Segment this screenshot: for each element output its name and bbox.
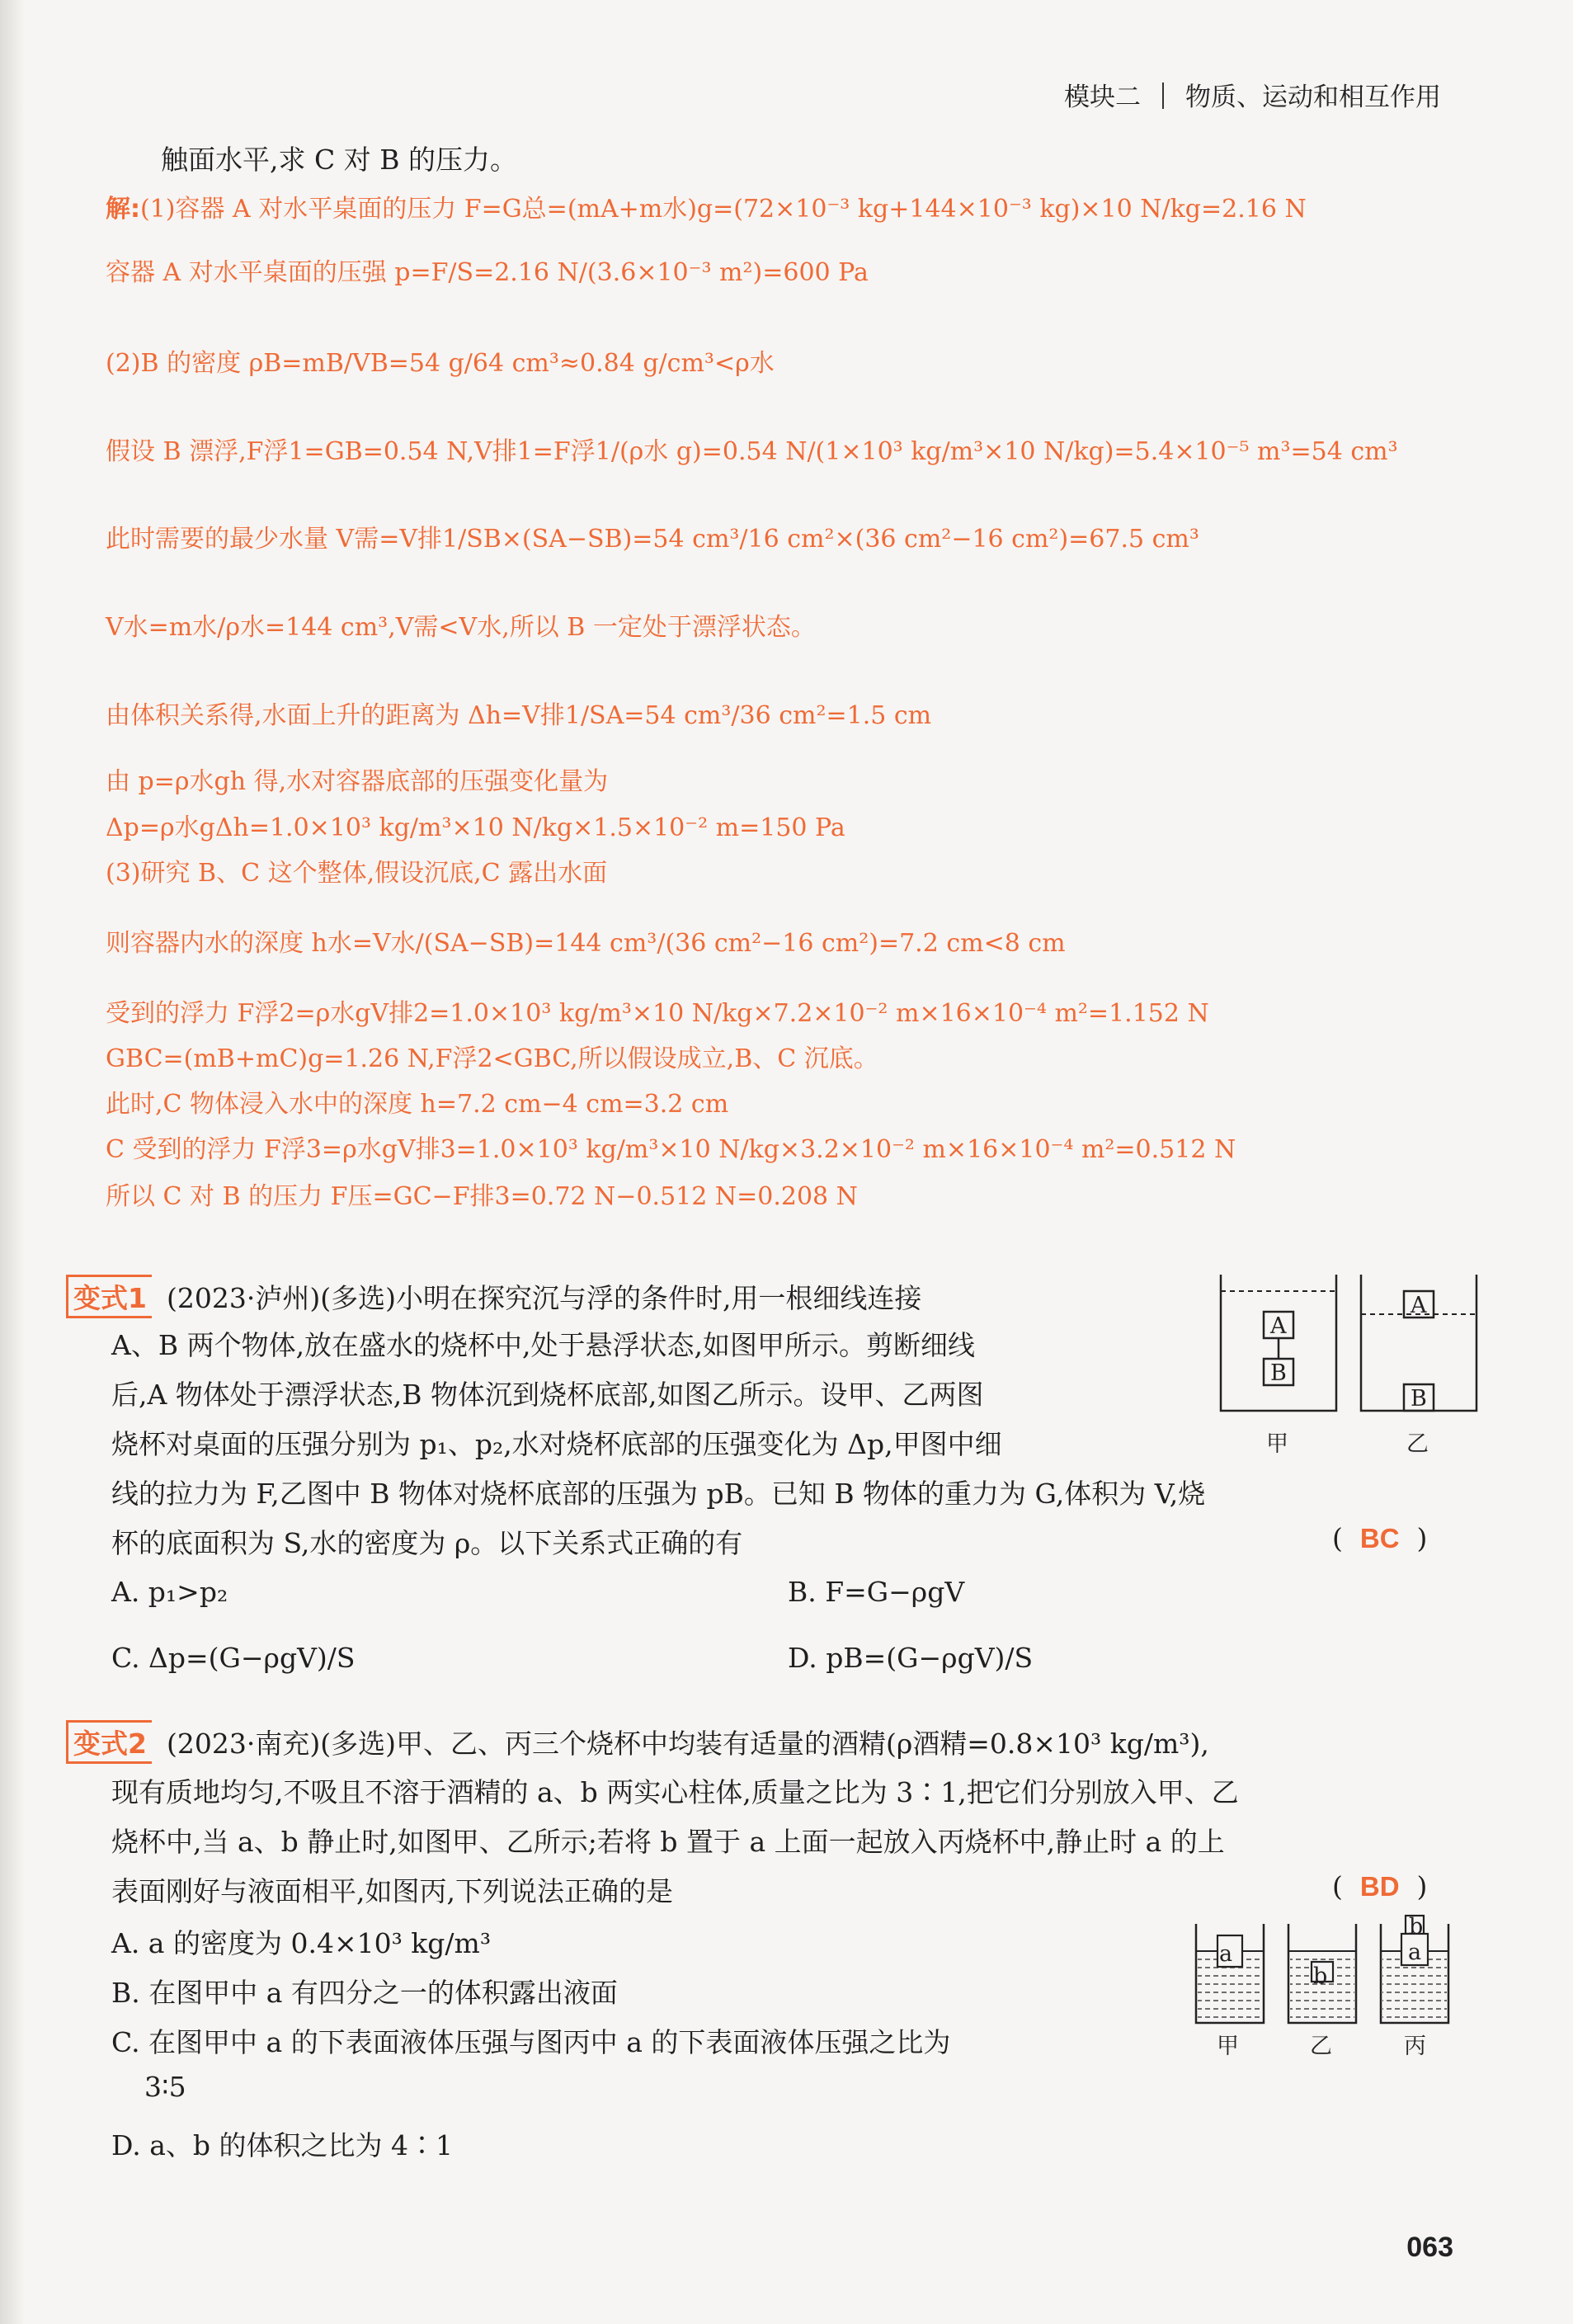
fig2-label-a-bing: a [1408, 1940, 1422, 1965]
fig2-label-b-bing: b [1409, 1914, 1424, 1940]
fig2-caption-yi: 乙 [1310, 2034, 1332, 2059]
variant1-tag: 变式1 [66, 1275, 152, 1318]
solution-line-1: 解:(1)容器 A 对水平桌面的压力 F=G总=(mA+m水)g=(72×10⁻³ kg+144×10⁻³ kg)×10 N/kg=2.16 N [106, 195, 1307, 224]
solution-line-10: (3)研究 B、C 这个整体,假设沉底,C 露出水面 [106, 859, 608, 888]
variant2-tag: 变式2 [66, 1720, 152, 1764]
variant2-line-2: 现有质地均匀,不吸且不溶于酒精的 a、b 两实心柱体,质量之比为 3∶1,把它们分别放入甲、乙 [111, 1776, 1239, 1808]
variant1-option-c: C. Δp=(G−ρgV)/S [111, 1642, 356, 1674]
solution-line-14: 此时,C 物体浸入水中的深度 h=7.2 cm−4 cm=3.2 cm [106, 1090, 729, 1119]
variant2-option-d: D. a、b 的体积之比为 4∶1 [111, 2129, 454, 2161]
solution-line-6: V水=m水/ρ水=144 cm³,V需<V水,所以 B 一定处于漂浮状态。 [106, 613, 816, 642]
solution-line-4: 假设 B 漂浮,F浮1=GB=0.54 N,V排1=F浮1/(ρ水 g)=0.54 N/(1×10³ kg/m³×10 N/kg)=5.4×10⁻⁵ m³=54 cm³ [106, 437, 1398, 466]
solution-line-12: 受到的浮力 F浮2=ρ水gV排2=1.0×10³ kg/m³×10 N/kg×7.2×10⁻² m×16×10⁻⁴ m²=1.152 N [106, 999, 1209, 1028]
fig1-label-a-jia: A [1270, 1313, 1287, 1339]
fig1-caption-yi: 乙 [1406, 1431, 1429, 1457]
variant1-answer: BC [1359, 1523, 1400, 1553]
variant2-option-a: A. a 的密度为 0.4×10³ kg/m³ [111, 1927, 492, 1959]
page-number: 063 [1406, 2232, 1453, 2263]
variant2-option-c: C. 在图甲中 a 的下表面液体压强与图丙中 a 的下表面液体压强之比为 [111, 2026, 951, 2058]
fig2-label-b-yi: b [1313, 1963, 1328, 1989]
solution-line-7: 由体积关系得,水面上升的距离为 Δh=V排1/SA=54 cm³/36 cm²=1.5 cm [106, 701, 932, 730]
module-label: 模块二 [1064, 82, 1141, 112]
variant2-answer-bracket: ( BD ) [1332, 1870, 1428, 1902]
variant1-line-6: 杯的底面积为 S,水的密度为 ρ。以下关系式正确的有 [111, 1527, 743, 1559]
intro-text: 触面水平,求 C 对 B 的压力。 [161, 144, 517, 176]
variant2-line-1: 变式2 (2023·南充)(多选)甲、乙、丙三个烧杯中均装有适量的酒精(ρ酒精=0.8×10³ kg/m³), [66, 1720, 1209, 1764]
beaker-jia [1221, 1275, 1336, 1411]
variant2-line-4: 表面刚好与液面相平,如图丙,下列说法正确的是 [111, 1875, 673, 1907]
beaker2-jia [1196, 1924, 1264, 2023]
fig2-caption-bing: 丙 [1404, 2034, 1426, 2059]
solution-line-2: 容器 A 对水平桌面的压强 p=F/S=2.16 N/(3.6×10⁻³ m²)=600 Pa [106, 258, 869, 287]
variant2-beaker-figure [1188, 1914, 1468, 2046]
fig1-caption-jia: 甲 [1266, 1431, 1288, 1457]
variant1-line-4: 烧杯对桌面的压强分别为 p₁、p₂,水对烧杯底部的压强变化为 Δp,甲图中细 [111, 1428, 1002, 1460]
variant1-beaker-figure [1213, 1266, 1493, 1456]
solution-line-15: C 受到的浮力 F浮3=ρ水gV排3=1.0×10³ kg/m³×10 N/kg×3.2×10⁻² m×16×10⁻⁴ m²=0.512 N [106, 1135, 1236, 1164]
solution-line-13: GBC=(mB+mC)g=1.26 N,F浮2<GBC,所以假设成立,B、C 沉底。 [106, 1044, 878, 1073]
variant2-line-3: 烧杯中,当 a、b 静止时,如图甲、乙所示;若将 b 置于 a 上面一起放入丙烧杯中,静止时 a 的上 [111, 1826, 1225, 1858]
solution-line-16: 所以 C 对 B 的压力 F压=GC−F排3=0.72 N−0.512 N=0.208 N [106, 1182, 858, 1211]
variant1-option-a: A. p₁>p₂ [111, 1576, 228, 1608]
solution-line-11: 则容器内水的深度 h水=V水/(SA−SB)=144 cm³/(36 cm²−16 cm²)=7.2 cm<8 cm [106, 929, 1066, 958]
fig1-label-a-yi: A [1411, 1293, 1427, 1318]
solution-line-8: 由 p=ρ水gh 得,水对容器底部的压强变化量为 [106, 767, 609, 796]
variant2-option-c-cont: 3∶5 [144, 2071, 186, 2103]
solution-line-5: 此时需要的最少水量 V需=V排1/SB×(SA−SB)=54 cm³/16 cm²×(36 cm²−16 cm²)=67.5 cm³ [106, 525, 1199, 554]
variant1-line-2: A、B 两个物体,放在盛水的烧杯中,处于悬浮状态,如图甲所示。剪断细线 [111, 1329, 976, 1361]
variant1-line-5: 线的拉力为 F,乙图中 B 物体对烧杯底部的压强为 pB。已知 B 物体的重力为 G,体积为 V,烧 [111, 1478, 1206, 1510]
variant2-option-b: B. 在图甲中 a 有四分之一的体积露出液面 [111, 1977, 618, 2009]
solution-line-9: Δp=ρ水gΔh=1.0×10³ kg/m³×10 N/kg×1.5×10⁻² m=150 Pa [106, 813, 845, 842]
fig1-label-b-yi: B [1411, 1386, 1427, 1412]
fig2-label-a-jia: a [1219, 1941, 1233, 1967]
solution-label: 解: [106, 195, 140, 224]
variant1-option-d: D. pB=(G−ρgV)/S [788, 1642, 1034, 1674]
page-edge-shadow [0, 0, 25, 2324]
solution-line-3: (2)B 的密度 ρB=mB/VB=54 g/64 cm³≈0.84 g/cm³<ρ水 [106, 349, 775, 378]
module-title: 物质、运动和相互作用 [1185, 82, 1441, 112]
fig2-caption-jia: 甲 [1217, 2034, 1239, 2059]
page-header [1064, 76, 1441, 113]
variant1-line-3: 后,A 物体处于漂浮状态,B 物体沉到烧杯底部,如图乙所示。设甲、乙两图 [111, 1379, 984, 1411]
variant1-option-b: B. F=G−ρgV [788, 1576, 965, 1608]
fig1-label-b-jia: B [1270, 1360, 1287, 1386]
variant1-line-1: 变式1 (2023·泸州)(多选)小明在探究沉与浮的条件时,用一根细线连接 [66, 1275, 921, 1318]
header-divider [1162, 82, 1164, 109]
variant2-answer: BD [1359, 1871, 1400, 1902]
variant1-answer-bracket: ( BC ) [1332, 1522, 1428, 1554]
